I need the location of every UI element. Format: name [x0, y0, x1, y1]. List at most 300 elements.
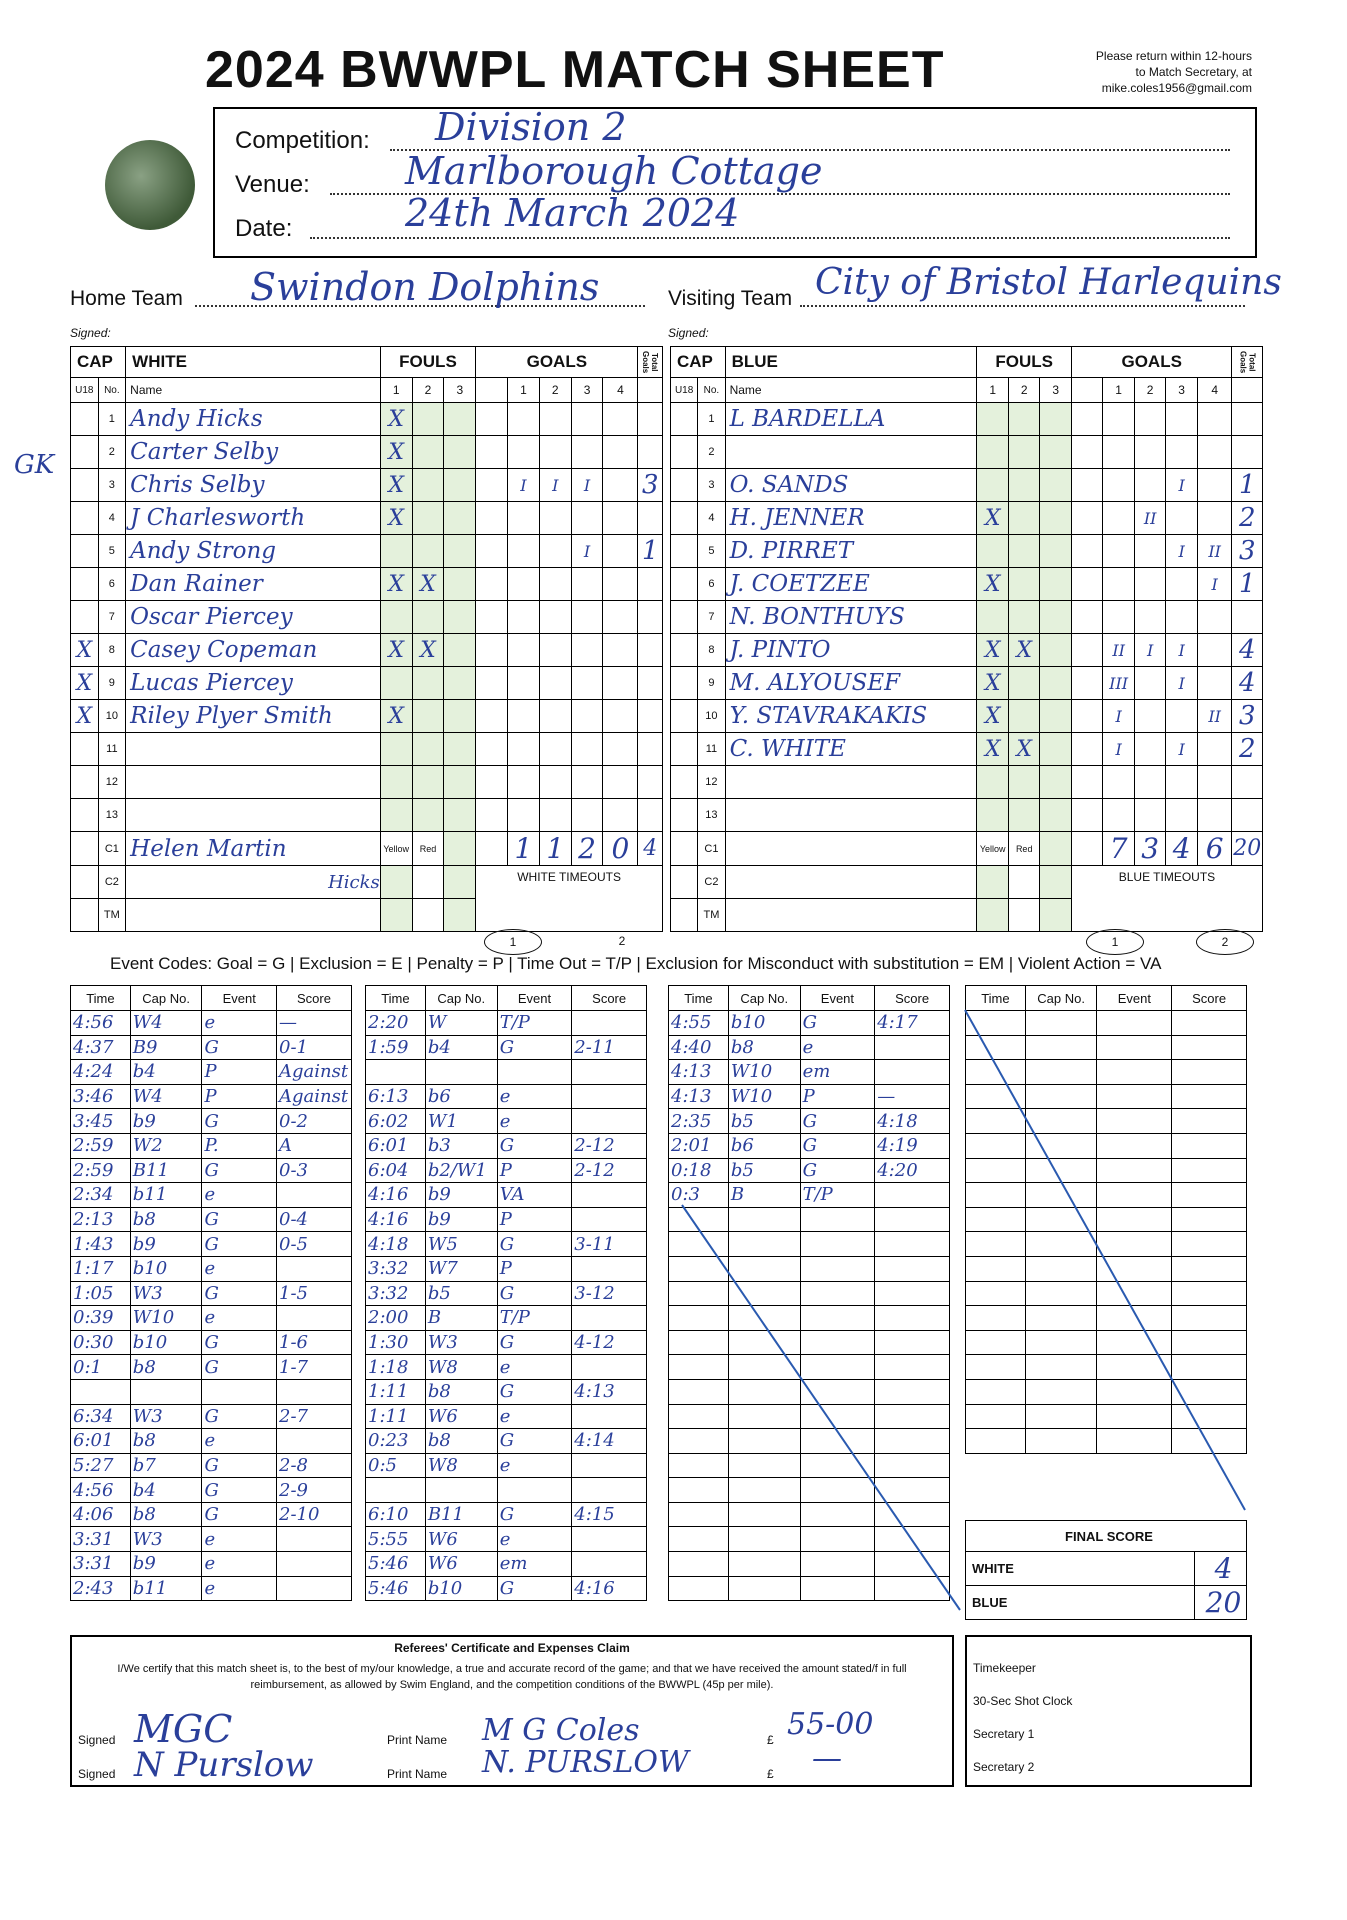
event-row	[71, 1207, 352, 1232]
goal-cell	[571, 799, 603, 832]
u18-mark	[671, 766, 698, 799]
event-time	[669, 1281, 729, 1306]
event-row	[966, 1133, 1247, 1158]
event-cap: b4	[130, 1060, 202, 1085]
event-score	[572, 1109, 647, 1134]
goal-cell: II	[1103, 634, 1134, 667]
event-row	[366, 1404, 647, 1429]
player-row	[71, 502, 663, 535]
event-code: e	[497, 1084, 572, 1109]
event-code	[800, 1281, 875, 1306]
event-cap: B	[728, 1183, 800, 1208]
event-score	[572, 1060, 647, 1085]
event-row	[669, 1306, 950, 1331]
total-goals-cell	[638, 568, 663, 601]
event-time	[966, 1011, 1026, 1036]
event-score: 1-6	[277, 1330, 352, 1355]
foul-cell	[977, 469, 1008, 502]
event-score	[572, 1355, 647, 1380]
event-col-header: Score	[1172, 986, 1247, 1011]
event-cap	[1025, 1207, 1097, 1232]
event-time: 5:46	[366, 1576, 426, 1601]
u18-mark: X	[71, 700, 99, 733]
event-score: 0-1	[277, 1035, 352, 1060]
event-row	[71, 1158, 352, 1183]
event-time	[966, 1429, 1026, 1454]
event-row	[966, 1355, 1247, 1380]
event-time: 0:30	[71, 1330, 131, 1355]
event-cap	[728, 1429, 800, 1454]
u18-mark	[71, 535, 99, 568]
home-roster-table	[70, 346, 663, 932]
player-row	[71, 733, 663, 766]
foul-cell	[444, 568, 476, 601]
event-cap: b8	[130, 1502, 202, 1527]
goal-cell	[1103, 535, 1134, 568]
goal-cell	[603, 436, 638, 469]
u18-header: U18	[671, 378, 698, 403]
timekeeper-label: Timekeeper	[973, 1661, 1036, 1675]
event-score: 2-9	[277, 1478, 352, 1503]
event-time: 4:13	[669, 1060, 729, 1085]
goal-cell	[1197, 469, 1232, 502]
event-score	[875, 1576, 950, 1601]
foul-cell	[380, 667, 412, 700]
event-score	[1172, 1183, 1247, 1208]
foul-cell	[977, 601, 1008, 634]
event-score: —	[277, 1011, 352, 1036]
event-code: G	[800, 1133, 875, 1158]
foul-cell	[444, 733, 476, 766]
cap-number: 1	[698, 403, 725, 436]
event-score	[1172, 1256, 1247, 1281]
event-cap	[1025, 1060, 1097, 1085]
goal-cell	[1134, 601, 1165, 634]
cap-number: 8	[698, 634, 725, 667]
event-row	[366, 1256, 647, 1281]
foul-cell	[380, 799, 412, 832]
event-code	[800, 1355, 875, 1380]
event-code: P	[202, 1084, 277, 1109]
event-row	[966, 1379, 1247, 1404]
foul-cell	[977, 436, 1008, 469]
match-info-box	[213, 107, 1257, 258]
event-cap	[1025, 1355, 1097, 1380]
c2-label: C2	[98, 866, 126, 899]
foul-cell	[444, 601, 476, 634]
total-goals-cell: 3	[1232, 535, 1263, 568]
event-score: —	[875, 1084, 950, 1109]
event-cap: b8	[130, 1207, 202, 1232]
event-row	[966, 1256, 1247, 1281]
goal-cell-spacer	[476, 634, 508, 667]
player-row	[71, 436, 663, 469]
event-time	[966, 1133, 1026, 1158]
coach-row	[71, 832, 663, 866]
foul-cell	[1040, 535, 1071, 568]
goal-cell-spacer	[476, 601, 508, 634]
total-goals-cell: 1	[1232, 469, 1263, 502]
goal-cell: I	[1103, 733, 1134, 766]
foul-cell: X	[977, 502, 1008, 535]
event-score	[277, 1256, 352, 1281]
event-col-header: Score	[572, 986, 647, 1011]
event-cap: b7	[130, 1453, 202, 1478]
event-code: G	[202, 1330, 277, 1355]
currency-label: £	[767, 1733, 774, 1747]
player-row	[671, 667, 1263, 700]
goal-cell	[539, 403, 571, 436]
coach-row	[671, 832, 1263, 866]
event-time: 4:24	[71, 1060, 131, 1085]
goal-cell-spacer	[1071, 667, 1102, 700]
event-row	[669, 1453, 950, 1478]
event-cap	[1025, 1109, 1097, 1134]
return-note	[1096, 48, 1252, 96]
foul-cell: X	[977, 634, 1008, 667]
foul-cell	[412, 535, 444, 568]
goal-cell: I	[1134, 634, 1165, 667]
event-col-header: Time	[966, 986, 1026, 1011]
event-score	[875, 1404, 950, 1429]
event-time: 1:05	[71, 1281, 131, 1306]
total-goals-cell: 4	[1232, 667, 1263, 700]
player-row	[671, 469, 1263, 502]
event-score	[572, 1011, 647, 1036]
event-code: e	[202, 1552, 277, 1577]
event-code	[1097, 1330, 1172, 1355]
goal-col-header: 3	[571, 378, 603, 403]
u18-mark	[671, 535, 698, 568]
event-row	[71, 1379, 352, 1404]
event-code: G	[202, 1158, 277, 1183]
goal-cell	[508, 568, 540, 601]
goal-col-header: 4	[603, 378, 638, 403]
event-col-header: Time	[669, 986, 729, 1011]
player-name: Y. STAVRAKAKIS	[725, 700, 977, 733]
event-score: 4:17	[875, 1011, 950, 1036]
event-col-header: Cap No.	[1025, 986, 1097, 1011]
event-cap	[728, 1478, 800, 1503]
event-code	[1097, 1379, 1172, 1404]
goal-col-header: 1	[1103, 378, 1134, 403]
foul-cell: X	[380, 403, 412, 436]
event-row	[966, 1207, 1247, 1232]
player-row	[71, 667, 663, 700]
event-time	[966, 1330, 1026, 1355]
foul-cell	[412, 799, 444, 832]
foul-cell: X	[380, 436, 412, 469]
event-score	[1172, 1109, 1247, 1134]
event-code	[800, 1207, 875, 1232]
event-row	[71, 1502, 352, 1527]
event-time: 5:27	[71, 1453, 131, 1478]
event-row	[669, 1084, 950, 1109]
cap-header: CAP	[671, 347, 726, 378]
final-blue-score: 20	[1195, 1586, 1247, 1620]
event-code: G	[497, 1379, 572, 1404]
total-goals-cell	[638, 634, 663, 667]
foul-cell	[380, 535, 412, 568]
event-time: 0:23	[366, 1429, 426, 1454]
cap-number: 2	[98, 436, 126, 469]
event-score	[1172, 1429, 1247, 1454]
event-row	[71, 1453, 352, 1478]
quarter-score: 2	[571, 832, 603, 866]
goal-col-header: 2	[1134, 378, 1165, 403]
event-time	[669, 1453, 729, 1478]
team-color-header: WHITE	[126, 347, 381, 378]
event-time: 2:00	[366, 1306, 426, 1331]
cap-header: CAP	[71, 347, 126, 378]
event-code: em	[800, 1060, 875, 1085]
event-time: 4:56	[71, 1478, 131, 1503]
goal-cell: I	[1197, 568, 1232, 601]
foul-cell	[1008, 403, 1039, 436]
event-row	[71, 1576, 352, 1601]
event-time: 6:04	[366, 1158, 426, 1183]
event-score	[1172, 1404, 1247, 1429]
foul-cell	[444, 667, 476, 700]
event-time: 6:13	[366, 1084, 426, 1109]
event-row	[71, 1183, 352, 1208]
player-name: D. PIRRET	[725, 535, 977, 568]
event-code: G	[202, 1478, 277, 1503]
coach-2-name: Hicks	[126, 866, 381, 899]
no-header: No.	[98, 378, 126, 403]
cap-number: 6	[698, 568, 725, 601]
event-row	[71, 1429, 352, 1454]
event-row	[71, 1133, 352, 1158]
foul-cell	[380, 601, 412, 634]
goal-cell-spacer	[476, 403, 508, 436]
event-score	[1172, 1379, 1247, 1404]
event-cap	[130, 1379, 202, 1404]
event-code: P	[202, 1060, 277, 1085]
event-col-header: Event	[497, 986, 572, 1011]
event-time: 4:56	[71, 1011, 131, 1036]
event-time	[966, 1281, 1026, 1306]
foul-cell: X	[1008, 733, 1039, 766]
goal-cell	[603, 667, 638, 700]
event-code: G	[202, 1035, 277, 1060]
event-score	[1172, 1330, 1247, 1355]
total-goals-cell	[638, 700, 663, 733]
u18-mark	[671, 502, 698, 535]
total-goals-cell	[1232, 766, 1263, 799]
event-code: P.	[202, 1133, 277, 1158]
event-row	[71, 1306, 352, 1331]
event-score	[875, 1256, 950, 1281]
event-code	[800, 1379, 875, 1404]
event-code	[1097, 1158, 1172, 1183]
event-score	[277, 1429, 352, 1454]
event-code: P	[497, 1207, 572, 1232]
foul-cell: X	[412, 634, 444, 667]
event-time	[669, 1429, 729, 1454]
goal-cell	[571, 436, 603, 469]
event-time: 5:55	[366, 1527, 426, 1552]
goal-cell	[603, 403, 638, 436]
event-code: P	[497, 1256, 572, 1281]
event-cap: B11	[130, 1158, 202, 1183]
event-code	[800, 1429, 875, 1454]
event-cap: b10	[130, 1330, 202, 1355]
event-cap: b11	[130, 1183, 202, 1208]
event-time: 2:43	[71, 1576, 131, 1601]
event-time: 6:01	[71, 1429, 131, 1454]
event-time: 4:40	[669, 1035, 729, 1060]
event-row	[366, 1011, 647, 1036]
event-time: 0:18	[669, 1158, 729, 1183]
event-codes-legend: Event Codes: Goal = G | Exclusion = E | Penalty = P | Time Out = T/P | Exclusion for Misconduct with substitution = EM | Violent Action = VA	[110, 954, 1162, 973]
event-time: 0:5	[366, 1453, 426, 1478]
event-score	[875, 1281, 950, 1306]
foul-cell	[1040, 502, 1071, 535]
player-name: Carter Selby	[126, 436, 381, 469]
total-goals-cell	[638, 766, 663, 799]
event-row	[366, 1060, 647, 1085]
quarter-score: 7	[1103, 832, 1134, 866]
event-score: 0-4	[277, 1207, 352, 1232]
officials-box	[965, 1635, 1252, 1787]
final-white-label: WHITE	[966, 1552, 1195, 1586]
event-cap: b9	[130, 1109, 202, 1134]
foul-cell	[1008, 568, 1039, 601]
goal-cell	[603, 601, 638, 634]
event-time	[669, 1232, 729, 1257]
event-code	[202, 1379, 277, 1404]
event-time	[966, 1256, 1026, 1281]
player-row	[671, 733, 1263, 766]
secretary-2-label: Secretary 2	[973, 1760, 1035, 1774]
final-blue-label: BLUE	[966, 1586, 1195, 1620]
event-log-table	[668, 985, 950, 1601]
total-goals-cell	[1232, 601, 1263, 634]
event-cap: W3	[130, 1281, 202, 1306]
goal-cell: I	[571, 535, 603, 568]
event-code: P	[497, 1158, 572, 1183]
event-row	[366, 1429, 647, 1454]
player-name: Dan Rainer	[126, 568, 381, 601]
cap-number: 7	[698, 601, 725, 634]
event-score	[1172, 1207, 1247, 1232]
foul-cell	[380, 733, 412, 766]
event-time: 1:43	[71, 1232, 131, 1257]
event-row	[966, 1109, 1247, 1134]
goal-cell	[1134, 766, 1165, 799]
goal-cell	[1197, 403, 1232, 436]
event-score	[572, 1404, 647, 1429]
event-time	[669, 1478, 729, 1503]
event-cap: b6	[425, 1084, 497, 1109]
player-row	[671, 568, 1263, 601]
goal-cell	[571, 667, 603, 700]
goal-cell	[571, 502, 603, 535]
event-code	[800, 1256, 875, 1281]
goal-cell-spacer	[1071, 502, 1102, 535]
event-time	[669, 1404, 729, 1429]
event-row	[366, 1527, 647, 1552]
event-time	[669, 1355, 729, 1380]
player-row	[71, 568, 663, 601]
event-row	[71, 1084, 352, 1109]
venue-label: Venue:	[235, 171, 310, 198]
event-score: 4:15	[572, 1502, 647, 1527]
event-time	[669, 1527, 729, 1552]
coach-row	[71, 866, 663, 899]
player-row	[71, 403, 663, 436]
u18-mark	[71, 469, 99, 502]
quarter-score: 3	[1134, 832, 1165, 866]
goal-cell	[603, 502, 638, 535]
total-goals-cell	[1232, 436, 1263, 469]
c2-label: C2	[698, 866, 725, 899]
event-row	[669, 1576, 950, 1601]
event-time: 1:11	[366, 1404, 426, 1429]
event-code: G	[497, 1133, 572, 1158]
goal-cell	[1166, 700, 1197, 733]
foul-cell	[412, 502, 444, 535]
c1-label: C1	[98, 832, 126, 866]
event-cap: b3	[425, 1133, 497, 1158]
goal-cell	[539, 799, 571, 832]
event-score: 2-7	[277, 1404, 352, 1429]
event-row	[669, 1207, 950, 1232]
event-code: T/P	[497, 1306, 572, 1331]
player-row	[71, 535, 663, 568]
event-row	[669, 1133, 950, 1158]
foul-cell	[412, 403, 444, 436]
goals-header: GOALS	[1071, 347, 1232, 378]
event-row	[71, 1232, 352, 1257]
event-time: 3:46	[71, 1084, 131, 1109]
goal-cell: I	[508, 469, 540, 502]
print-name-label: Print Name	[387, 1733, 448, 1747]
event-score: 4:20	[875, 1158, 950, 1183]
event-time: 3:31	[71, 1552, 131, 1577]
u18-mark	[71, 733, 99, 766]
team-total: 20	[1232, 832, 1263, 866]
goal-cell: II	[1197, 535, 1232, 568]
foul-cell	[1008, 601, 1039, 634]
goal-cell: I	[1166, 667, 1197, 700]
event-score: A	[277, 1133, 352, 1158]
timeout-slot: 1	[484, 929, 542, 955]
cap-number: 6	[98, 568, 126, 601]
goal-cell-spacer	[1071, 733, 1102, 766]
goal-cell	[1103, 436, 1134, 469]
goal-cell	[1197, 733, 1232, 766]
goal-cell	[1103, 601, 1134, 634]
player-row	[71, 469, 663, 502]
goal-cell	[1197, 799, 1232, 832]
event-col-header: Event	[1097, 986, 1172, 1011]
event-cap: W3	[425, 1330, 497, 1355]
coach-2-name	[725, 866, 977, 899]
total-goals-cell	[638, 403, 663, 436]
event-time	[366, 1478, 426, 1503]
event-time: 0:39	[71, 1306, 131, 1331]
cap-number: 8	[98, 634, 126, 667]
event-score	[572, 1552, 647, 1577]
player-name: Andy Strong	[126, 535, 381, 568]
event-cap: b8	[425, 1429, 497, 1454]
quarter-score: 0	[603, 832, 638, 866]
goal-cell	[1134, 568, 1165, 601]
event-code: e	[202, 1306, 277, 1331]
event-code: G	[800, 1158, 875, 1183]
